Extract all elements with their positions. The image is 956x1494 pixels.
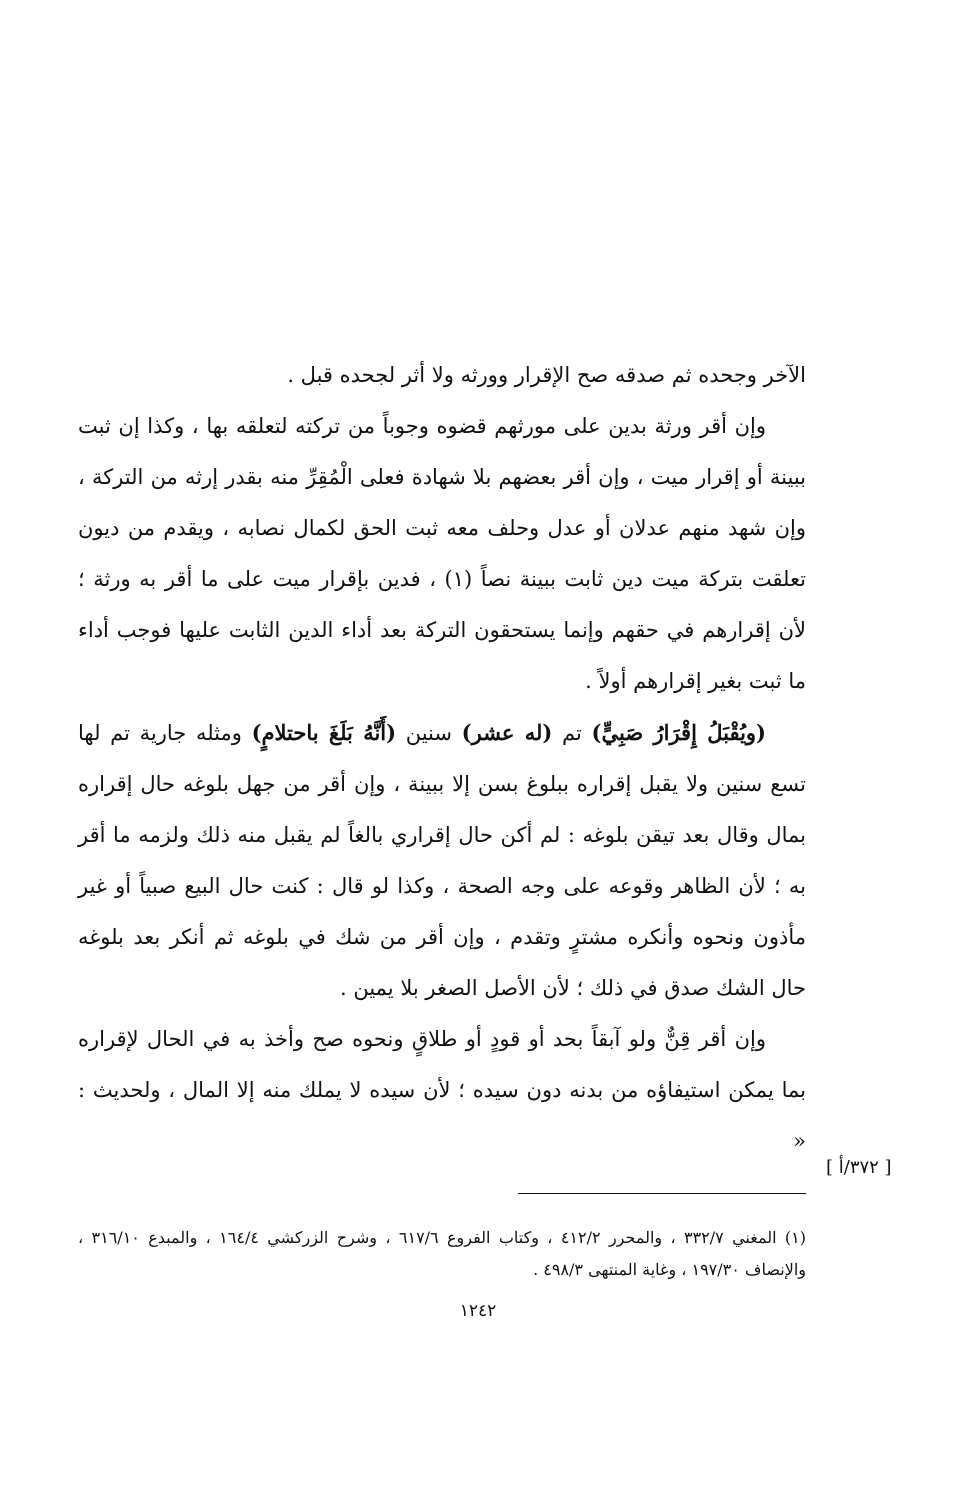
commentary-fragment-1: تم	[552, 721, 592, 745]
paragraph-2: وإن أقر ورثة بدين على مورثهم قضوه وجوباً من تركته لتعلقه بها ، وكذا إن ثبت ببينة أو إقرار ميت ، وإن أقر بعضهم بلا شهادة فعلى الْمُقِرِّ منه بقدر إرثه من التركة ، وإن شهد منهم عدلان أو عدل وحلف معه ثبت الحق لكمال نصابه ، ويقدم من ديون تعلقت بتركة ميت دين ثابت ببينة نصاً (١) ، فدين بإقرار ميت على ما أقر به ورثة ؛ لأن إقرارهم في حقهم وإنما يستحقون التركة بعد أداء الدين الثابت عليها فوجب أداء ما ثبت بغير إقرارهم أولاً .	[78, 414, 806, 693]
manuscript-folio-reference: [ ٣٧٢/أ ]	[826, 1157, 892, 1178]
paragraph-3	[78, 707, 806, 1014]
footnote-divider	[518, 1193, 806, 1194]
page-number: ١٢٤٢	[459, 1301, 497, 1321]
paragraph-1: الآخر وجحده ثم صدقه صح الإقرار وورثه ولا أثر لجحده قبل .	[287, 363, 806, 387]
paragraph-4: وإن أقر قِنٌّ ولو آبقاً بحد أو قودٍ أو طلاقٍ ونحوه صح وأخذ به في الحال لإقراره بما يمكن استيفاؤه من بدنه دون سيده ؛ لأن سيده لا يملك منه إلا المال ، ولحديث : «	[78, 1027, 806, 1153]
main-text	[78, 350, 806, 1167]
footnotes	[78, 1222, 806, 1286]
matn-quote-2: (له عشر)	[461, 720, 553, 745]
matn-quote-1: (ويُقْبَلُ إِقْرَارُ صَبِيٍّ)	[591, 720, 766, 745]
commentary-fragment-2: سنين	[396, 721, 462, 745]
footnote-1: (١) المغني ٣٣٢/٧ ، والمحرر ٤١٢/٢ ، وكتاب الفروع ٦١٧/٦ ، وشرح الزركشي ١٦٤/٤ ، والمبدع ٣١٦/١٠ ، والإنصاف ١٩٧/٣٠ ، وغاية المنتهى ٤٩٨/٣ .	[78, 1228, 806, 1279]
commentary-fragment-3: ومثله جارية تم لها تسع سنين ولا يقبل إقراره ببلوغ بسن إلا ببينة ، وإن أقر من جهل بلوغه حال إقراره بمال وقال بعد تيقن بلوغه : لم أكن حال إقراري بالغاً لم يقبل منه ذلك ولزمه ما أقر به ؛ لأن الظاهر وقوعه على وجه الصحة ، وكذا لو قال : كنت حال البيع صبياً أو غير مأذون ونحوه وأنكره مشترٍ وتقدم ، وإن أقر من شك في بلوغه ثم أنكر بعد بلوغه حال الشك صدق في ذلك ؛ لأن الأصل الصغر بلا يمين .	[78, 721, 806, 1000]
matn-quote-3: (أَنَّهُ بَلَغَ باحتلامٍ)	[251, 720, 397, 745]
